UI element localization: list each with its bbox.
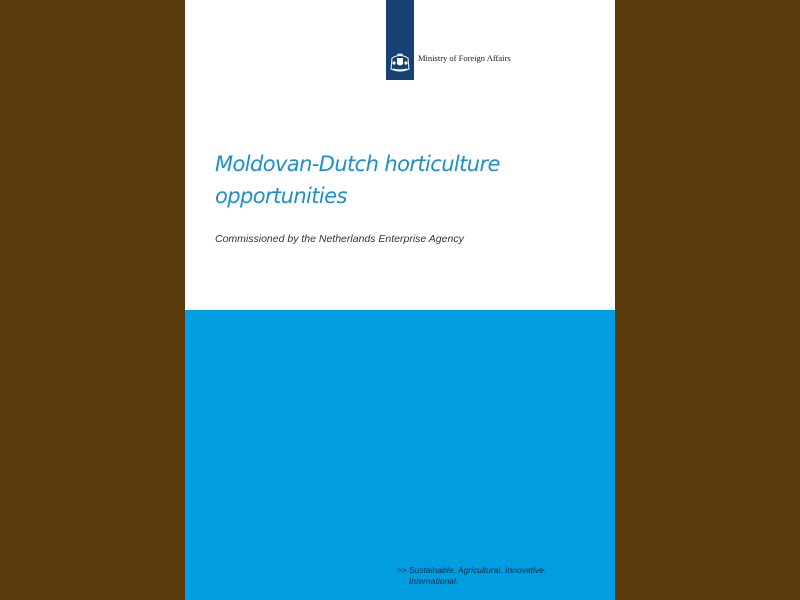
tagline — [397, 565, 546, 587]
document-subtitle: Commissioned by the Netherlands Enterprise Agency — [215, 233, 464, 245]
title-line-2: opportunities — [215, 184, 347, 208]
logo-bar — [386, 0, 414, 80]
title-line-1: Moldovan-Dutch horticulture — [215, 152, 500, 176]
royal-coat-of-arms-icon — [388, 50, 412, 74]
tagline-line-2: International. — [409, 576, 459, 586]
tagline-arrows: >> — [397, 565, 407, 575]
document-cover-page — [185, 0, 615, 600]
ministry-name: Ministry of Foreign Affairs — [418, 53, 511, 63]
blue-band — [185, 310, 615, 600]
tagline-line-1-row — [397, 565, 546, 576]
document-title — [215, 148, 595, 212]
tagline-line-1: Sustainable. Agricultural. Innovative. — [409, 565, 547, 575]
